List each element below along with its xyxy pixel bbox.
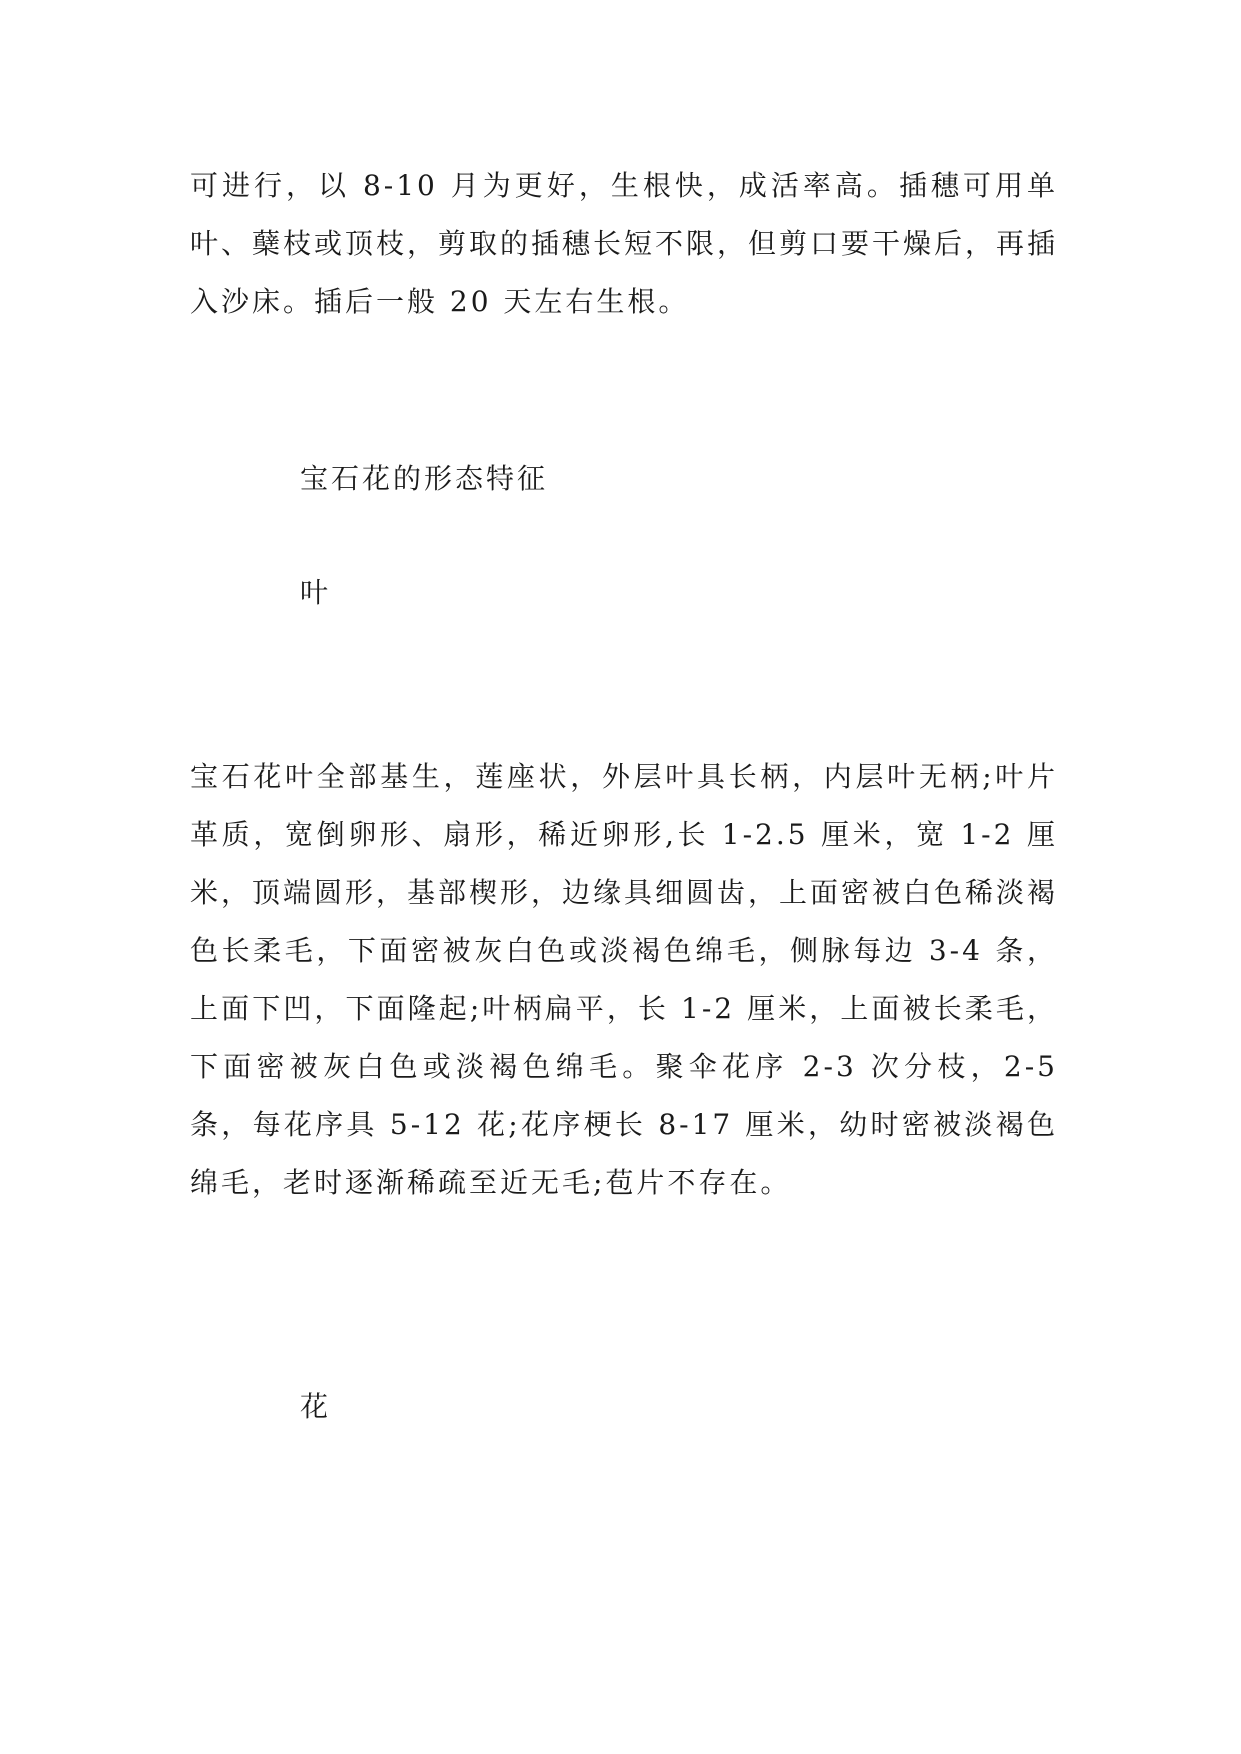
flower-subheading: 花 [300,1390,332,1423]
leaf-subheading: 叶 [300,576,332,609]
intro-paragraph: 可进行，以 8-10 月为更好，生根快，成活率高。插穗可用单叶、蘖枝或顶枝，剪取的插穗长短不限，但剪口要干燥后，再插入沙床。插后一般 20 天左右生根。 [190,169,1059,318]
section-title: 宝石花的形态特征 [300,462,549,495]
leaf-description-paragraph: 宝石花叶全部基生，莲座状，外层叶具长柄，内层叶无柄;叶片革质，宽倒卵形、扇形，稀近卵形,长 1-2.5 厘米，宽 1-2 厘米，顶端圆形，基部楔形，边缘具细圆齿，上面密被白色稀淡褐色长柔毛，下面密被灰白色或淡褐色绵毛，侧脉每边 3-4 条，上面下凹，下面隆起;叶柄扁平，长 1-2 厘米，上面被长柔毛，下面密被灰白色或淡褐色绵毛。聚伞花序 2-3 次分枝，2-5 条，每花序具 5-12 花;花序梗长 8-17 厘米，幼时密被淡褐色绵毛，老时逐渐稀疏至近无毛;苞片不存在。 [190,760,1059,1199]
